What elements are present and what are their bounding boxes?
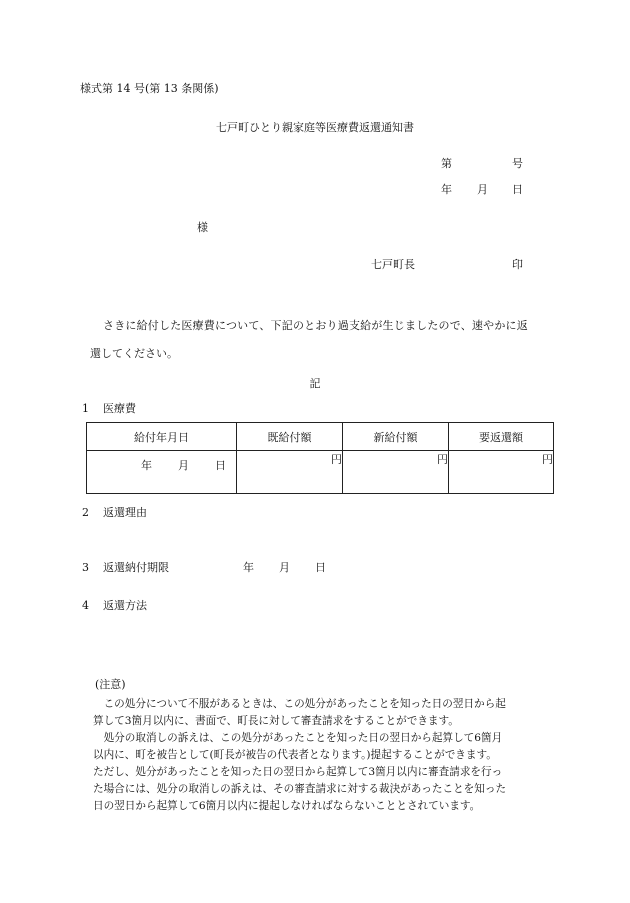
deadline-day: 日: [315, 561, 326, 574]
header-benefit-date: 給付年月日: [87, 423, 237, 451]
section-3-label: 返還納付期限: [103, 561, 169, 574]
header-new-amount: 新給付額: [343, 423, 449, 451]
section-4-heading: [82, 597, 147, 613]
section-2-heading: [82, 504, 147, 520]
cell-month: 月: [178, 459, 189, 472]
section-2-label: 返還理由: [103, 506, 147, 519]
notes-line: た場合には、処分の取消しの訴えは、その審査請求に対する裁決があったことを知った: [93, 783, 507, 795]
medical-cost-table: [86, 422, 554, 494]
document-title: 七戸町ひとり親家庭等医療費返還通知書: [216, 121, 414, 134]
section-4-number: 4: [82, 599, 89, 612]
issue-number-dai: 第: [441, 157, 452, 170]
table-header-row: [87, 423, 554, 451]
deadline-year: 年: [243, 561, 254, 574]
cell-refund-amount: 円: [449, 451, 554, 494]
notes-line: ただし、処分があったことを知った日の翌日から起算して3箇月以内に審査請求を行っ: [93, 766, 503, 778]
addressee-honorific: 様: [197, 221, 208, 234]
header-refund-amount: 要返還額: [449, 423, 554, 451]
notes-line: 日の翌日から起算して6箇月以内に提起しなければならないこととされています。: [93, 800, 481, 812]
section-4-label: 返還方法: [103, 599, 147, 612]
header-paid-amount: 既給付額: [237, 423, 343, 451]
form-number: 様式第 14 号(第 13 条関係): [80, 82, 219, 95]
cell-new-amount: 円: [343, 451, 449, 494]
cell-benefit-date: [87, 451, 237, 494]
sender-mayor: 七戸町長: [371, 258, 415, 271]
issue-date-year: 年: [441, 183, 452, 196]
section-3-number: 3: [82, 561, 89, 574]
ki-heading: 記: [309, 377, 321, 390]
notes-line: 算して3箇月以内に、書面で、町長に対して審査請求をすることができます。: [93, 715, 459, 727]
deadline-month: 月: [279, 561, 290, 574]
notes-body: [93, 696, 553, 815]
seal-mark: 印: [512, 258, 523, 271]
table-row: [87, 451, 554, 494]
section-3-heading: [82, 559, 169, 575]
issue-date-day: 日: [512, 183, 523, 196]
section-1-heading: [82, 400, 136, 416]
notes-title: (注意): [95, 678, 126, 691]
notes-line: 以内に、町を被告として(町長が被告の代表者となります。)提起することができます。: [93, 749, 497, 761]
body-text-line2: 還してください。: [90, 347, 178, 360]
body-text-line1: さきに給付した医療費について、下記のとおり過支給が生じましたので、速やかに返: [103, 319, 528, 332]
cell-day: 日: [215, 459, 226, 472]
section-1-label: 医療費: [103, 402, 136, 415]
cell-year: 年: [141, 459, 152, 472]
issue-number-gou: 号: [512, 157, 523, 170]
notes-line: この処分について不服があるときは、この処分があったことを知った日の翌日から起: [93, 698, 506, 710]
cell-paid-amount: 円: [237, 451, 343, 494]
section-2-number: 2: [82, 506, 89, 519]
issue-date-month: 月: [477, 183, 488, 196]
section-1-number: 1: [82, 402, 89, 415]
notes-line: 処分の取消しの訴えは、この処分があったことを知った日の翌日から起算して6箇月: [93, 732, 503, 744]
